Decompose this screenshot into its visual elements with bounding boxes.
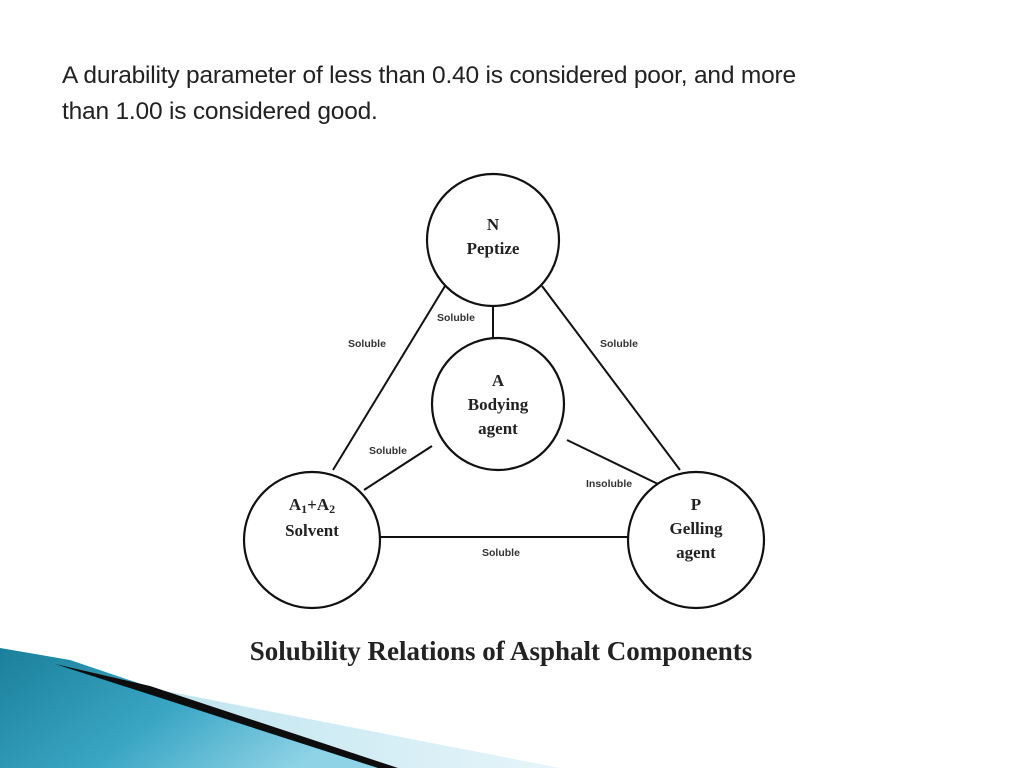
node-p-line2: Gelling (669, 519, 723, 538)
node-n-line2: Peptize (466, 239, 520, 258)
slide-text-line-1: A durability parameter of less than 0.40 is considered poor, and more (62, 62, 796, 89)
node-n-line1: N (486, 215, 500, 234)
node-a-line1: A (491, 371, 505, 390)
node-solvent-plus: +A (307, 495, 330, 514)
edge-label-n-a: Soluble (437, 312, 475, 324)
slide-text-line-2: than 1.00 is considered good. (62, 98, 378, 125)
diagram-caption: Solubility Relations of Asphalt Components (249, 636, 753, 666)
node-solvent-a-main: A (288, 495, 302, 514)
edge-label-n-p: Soluble (600, 338, 638, 350)
edge-label-n-solvent: Soluble (348, 338, 386, 350)
node-a-line3: agent (478, 419, 518, 438)
edge-label-solvent-p: Soluble (482, 547, 520, 559)
node-solvent-sub1: 1 (301, 502, 308, 516)
node-p-line3: agent (676, 543, 716, 562)
node-a-line2: Bodying (467, 395, 529, 414)
edge-label-a-solvent: Soluble (369, 445, 407, 457)
edge-label-a-p: Insoluble (586, 478, 633, 490)
node-solvent-line2: Solvent (285, 521, 339, 540)
node-p-line1: P (690, 495, 702, 514)
node-solvent-sub2: 2 (329, 502, 336, 516)
